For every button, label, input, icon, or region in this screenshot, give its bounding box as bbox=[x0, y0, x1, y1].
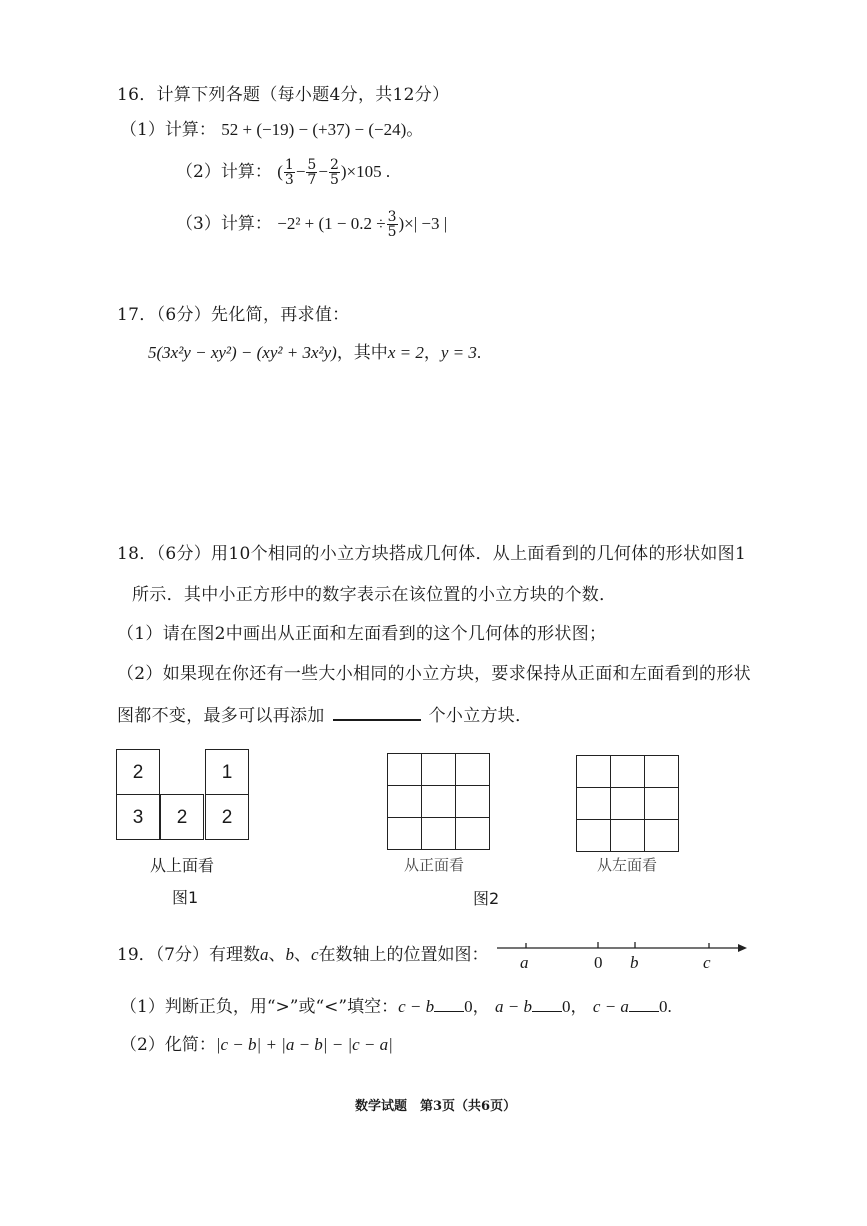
q17-cond-end: . bbox=[476, 343, 482, 362]
q16-part1-expression: 52 + (−19) − (+37) − (−24)。 bbox=[221, 120, 424, 139]
q19-title-a: 19．（7分）有理数 bbox=[117, 945, 260, 965]
grid-cell[interactable] bbox=[456, 754, 490, 786]
grid-cell[interactable] bbox=[388, 786, 422, 818]
fraction-1-3: $\frac{1}{3}$ bbox=[284, 157, 294, 188]
q17-cond-y: y = 3 bbox=[440, 343, 477, 362]
var-a: a bbox=[259, 945, 269, 964]
q16-part2-close: )×105 . bbox=[340, 162, 391, 181]
grid-cell[interactable] bbox=[611, 788, 645, 820]
q16-part3-label: （3）计算： bbox=[176, 214, 272, 234]
grid-cell[interactable] bbox=[388, 754, 422, 786]
sep: 、 bbox=[268, 945, 286, 965]
fig1-cell-bottom-left: 3 bbox=[116, 794, 160, 840]
grid-cell[interactable] bbox=[645, 788, 679, 820]
grid-cell[interactable] bbox=[577, 820, 611, 852]
grid-cell[interactable] bbox=[611, 820, 645, 852]
q16-part2 bbox=[176, 158, 390, 187]
q18-line1: 18．（6分）用10个相同的小立方块搭成几何体．从上面看到的几何体的形状如图1 bbox=[117, 544, 747, 564]
fig1-cell-top-right: 1 bbox=[205, 749, 249, 795]
blank-3[interactable] bbox=[629, 997, 659, 1012]
fig2-label: 图2 bbox=[473, 889, 500, 908]
q16-part3-expr-b: )×| −3 | bbox=[398, 214, 448, 233]
q18-line5 bbox=[117, 703, 532, 728]
q16-part2-open: ( bbox=[277, 162, 283, 181]
fraction-5-7: $\frac{5}{7}$ bbox=[307, 157, 317, 188]
axis-label-c: c bbox=[703, 953, 711, 972]
q16-part1-label: （1）计算： bbox=[120, 120, 216, 140]
q16-part1 bbox=[120, 118, 423, 142]
grid-cell[interactable] bbox=[388, 818, 422, 850]
q19-title bbox=[117, 943, 489, 967]
q18-line5-b: 个小立方块． bbox=[428, 706, 533, 726]
axis-label-a: a bbox=[520, 953, 529, 972]
fig1-caption: 从上面看 bbox=[150, 856, 215, 875]
answer-blank[interactable] bbox=[333, 703, 421, 721]
expr-a-minus-b: a − b bbox=[495, 997, 532, 1016]
zero-1: 0， bbox=[464, 997, 490, 1016]
fig1-cell-top-left: 2 bbox=[116, 749, 160, 795]
grid-cell[interactable] bbox=[645, 756, 679, 788]
q17-cond-prefix: ，其中 bbox=[336, 343, 388, 363]
q19-part2 bbox=[120, 1033, 393, 1057]
fraction-3-5: $\frac{3}{5}$ bbox=[387, 209, 397, 240]
q17-title: 17．（6分）先化简，再求值： bbox=[117, 305, 350, 325]
number-line bbox=[495, 935, 750, 975]
sep: 、 bbox=[293, 945, 311, 965]
axis-label-b: b bbox=[630, 953, 639, 972]
q17-cond-sep: ， bbox=[423, 343, 441, 363]
grid-cell[interactable] bbox=[422, 818, 456, 850]
q19-part2-expression: |c − b| + |a − b| − |c − a| bbox=[215, 1035, 393, 1054]
fraction-2-5: $\frac{2}{5}$ bbox=[329, 157, 339, 188]
blank-2[interactable] bbox=[532, 997, 562, 1012]
axis-arrow-icon bbox=[738, 944, 747, 952]
q17-expression-line bbox=[148, 341, 481, 365]
q18-line2: 所示．其中小正方形中的数字表示在该位置的小立方块的个数． bbox=[132, 585, 617, 605]
minus-sign: − bbox=[318, 162, 328, 181]
grid-cell[interactable] bbox=[456, 818, 490, 850]
grid-cell[interactable] bbox=[577, 756, 611, 788]
q19-title-b: 在数轴上的位置如图： bbox=[318, 945, 489, 965]
q18-line3: （1）请在图2中画出从正面和左面看到的这个几何体的形状图； bbox=[117, 624, 607, 644]
q17-expression: 5(3x²y − xy²) − (xy² + 3x²y) bbox=[148, 343, 337, 362]
front-view-grid[interactable] bbox=[387, 753, 490, 850]
q18-line5-a: 图都不变，最多可以再添加 bbox=[117, 706, 325, 726]
grid-cell[interactable] bbox=[645, 820, 679, 852]
q16-part3-expr-a: −2² + (1 − 0.2 ÷ bbox=[277, 214, 386, 233]
var-b: b bbox=[285, 945, 294, 964]
axis-label-0: 0 bbox=[594, 953, 603, 972]
fig1-label: 图1 bbox=[172, 888, 199, 907]
q19-part1 bbox=[120, 995, 672, 1019]
q18-line4: （2）如果现在你还有一些大小相同的小立方块，要求保持从正面和左面看到的形状 bbox=[117, 664, 751, 684]
expr-c-minus-b: c − b bbox=[398, 997, 435, 1016]
grid-cell[interactable] bbox=[611, 756, 645, 788]
page-footer: 数学试题 第3页（共6页） bbox=[355, 1099, 517, 1114]
grid-cell[interactable] bbox=[456, 786, 490, 818]
q19-part1-label: （1）判断正负，用“>”或“<”填空： bbox=[120, 997, 399, 1017]
q16-part3 bbox=[176, 210, 447, 239]
grid-cell[interactable] bbox=[577, 788, 611, 820]
minus-sign: − bbox=[295, 162, 306, 181]
left-view-grid[interactable] bbox=[576, 755, 679, 852]
expr-c-minus-a: c − a bbox=[592, 997, 629, 1016]
zero-3: 0. bbox=[658, 997, 672, 1016]
left-view-caption: 从左面看 bbox=[597, 856, 658, 874]
fig1-cell-bottom-mid: 2 bbox=[160, 794, 204, 840]
grid-cell[interactable] bbox=[422, 786, 456, 818]
q16-title: 16．计算下列各题（每小题4分，共12分） bbox=[117, 85, 450, 105]
q17-cond-x: x = 2 bbox=[387, 343, 424, 362]
var-c: c bbox=[310, 945, 319, 964]
grid-cell[interactable] bbox=[422, 754, 456, 786]
q16-part2-label: （2）计算： bbox=[176, 162, 272, 182]
q19-part2-label: （2）化简： bbox=[120, 1035, 216, 1055]
blank-1[interactable] bbox=[434, 997, 464, 1012]
front-view-caption: 从正面看 bbox=[404, 856, 465, 874]
fig1-cell-bottom-right: 2 bbox=[205, 794, 249, 840]
zero-2: 0， bbox=[562, 997, 588, 1016]
